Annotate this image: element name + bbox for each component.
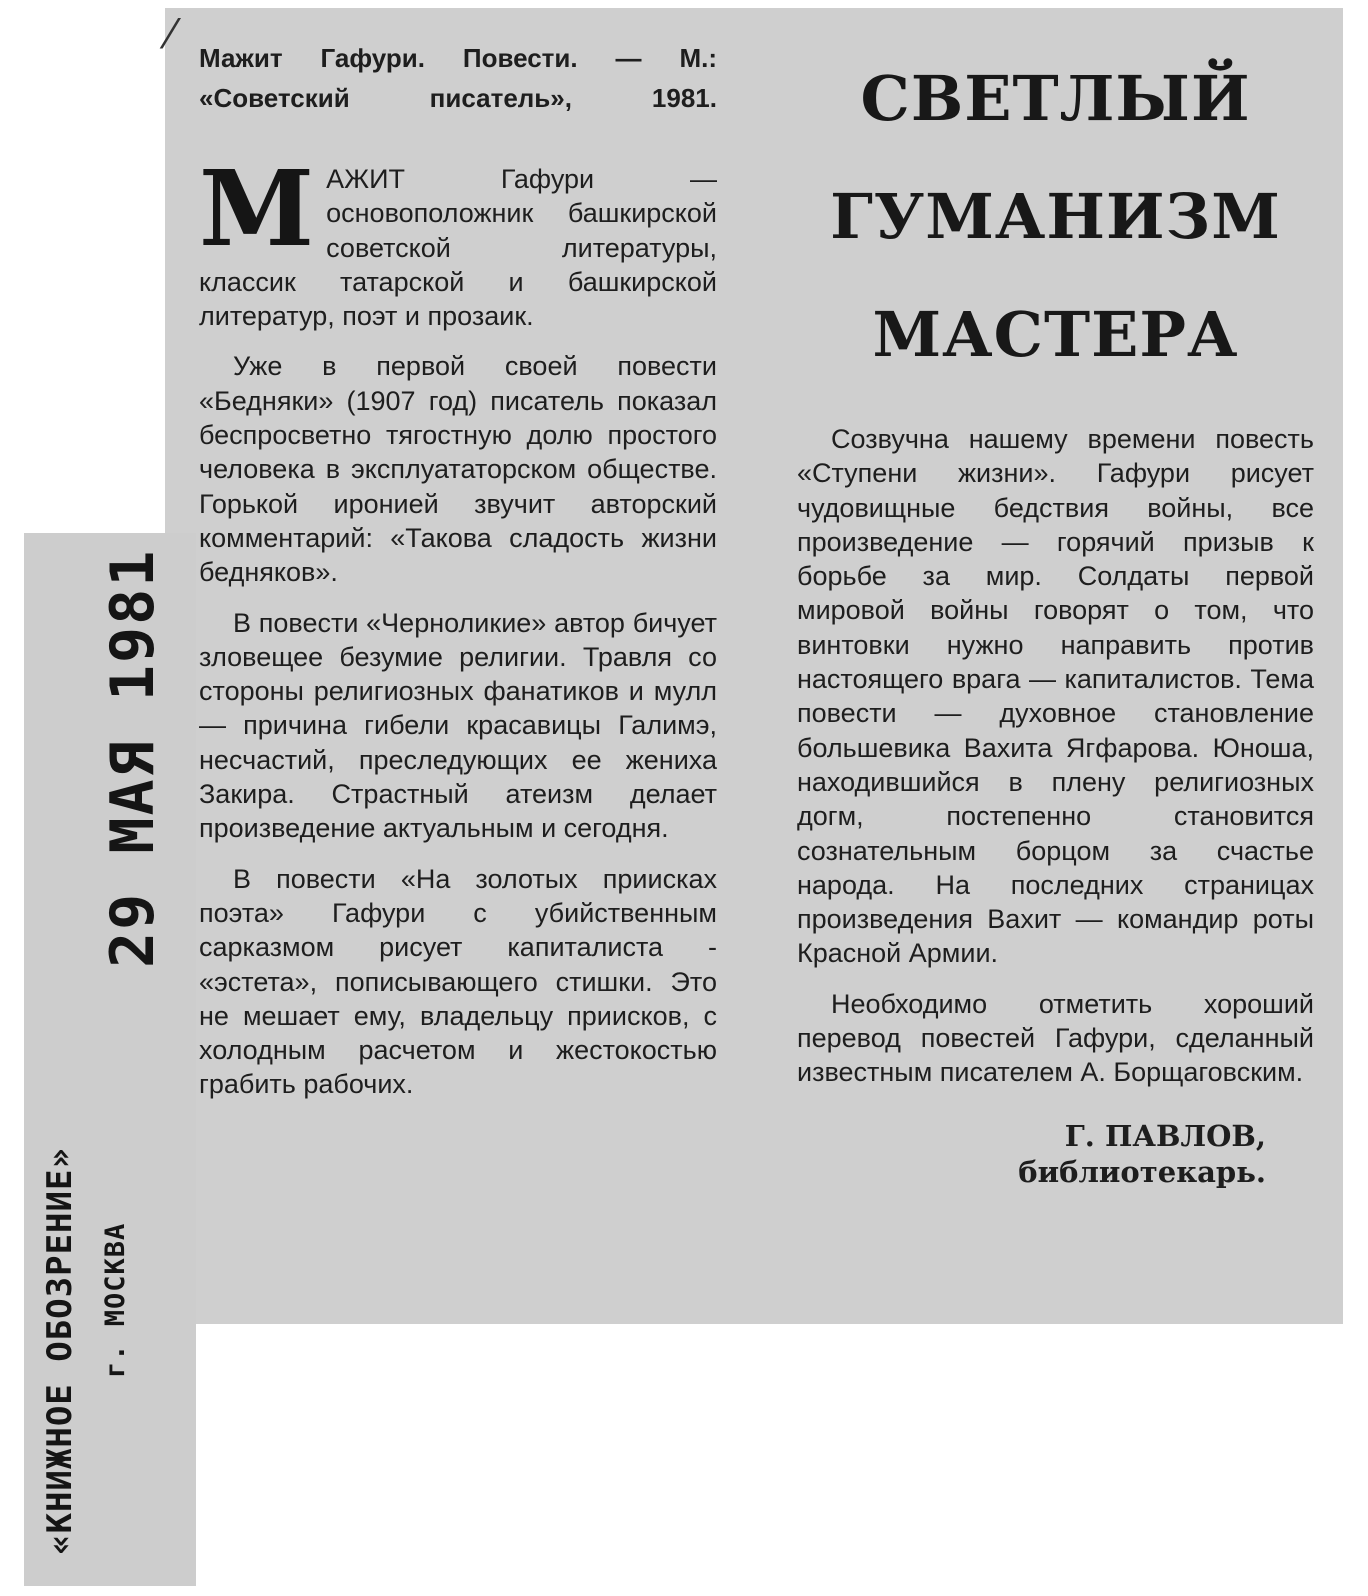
author-title: библиотекарь. <box>1018 1154 1266 1189</box>
intro-text: АЖИТ Гафури — основоположник башкирской советской литературы, классик татарской и башкирской литератур, поэт и прозаик. <box>199 164 717 332</box>
drop-cap: М <box>199 147 315 270</box>
article-paragraph: Созвучна нашему времени повесть «Ступени жизни». Гафури рисует чудовищные бедствия войны, все произведение — горячий призыв к борьбе за мир. Солдаты первой мировой войны говорят о том, что винтовки нужно направить против настоящего врага — капиталистов. Тема повести — духовное становление большевика Вахита Ягфарова. Юноша, находившийся в плену религиозных догм, постепенно становится сознательным борцом за счастье народа. На последних страницах произведения Вахит — командир роты Красной Армии. <box>797 424 1314 969</box>
headline-line: МАСТЕРА <box>872 298 1239 371</box>
author-signature <box>797 1118 1314 1190</box>
stamp-newspaper-name: «КНИЖНОЕ ОБОЗРЕНИЕ» <box>40 1147 80 1555</box>
pen-mark: ⁄ <box>167 12 174 58</box>
article-headline <box>797 40 1314 394</box>
stamp-date: 29 МАЯ 1981 <box>98 548 168 968</box>
stamp-city: г. МОСКВА <box>100 1222 131 1378</box>
article-paragraph: Уже в первой своей повести «Бедняки» (1907 год) писатель показал беспросветно тягостную долю простого человека в эксплуататорском обществе. Горькой иронией звучит авторский комментарий: «Такова сладость жизни бедняков». <box>199 351 717 588</box>
article-paragraph: В повести «Черноликие» автор бичует зловещее безумие религии. Травля со стороны религиозных фанатиков и мулл — причина гибели красавицы Галимэ, несчастий, преследующих ее жениха Закира. Страстный атеизм делает произведение актуальным и сегодня. <box>199 607 717 844</box>
article-paragraph: В повести «На золотых приисках поэта» Гафури с убийственным сарказмом рисует капиталиста - «эстета», пописывающего стишки. Это не мешает ему, владельцу приисков, с холодным расчетом и жестокостью грабить рабочих. <box>199 863 717 1100</box>
headline-line: СВЕТЛЫЙ <box>860 62 1251 135</box>
article-right-column <box>797 40 1314 1190</box>
headline-line: ГУМАНИЗМ <box>830 180 1281 253</box>
bibliographic-reference: Мажит Гафури. Повести. — М.: «Советский писатель», 1981. <box>199 43 717 113</box>
article-intro-paragraph <box>199 147 717 333</box>
article-left-column <box>199 38 717 1118</box>
article-paragraph: Необходимо отметить хороший перевод повестей Гафури, сделанный известным писателем А. Борщаговским. <box>797 988 1314 1088</box>
author-name: Г. ПАВЛОВ, <box>1064 1118 1266 1153</box>
